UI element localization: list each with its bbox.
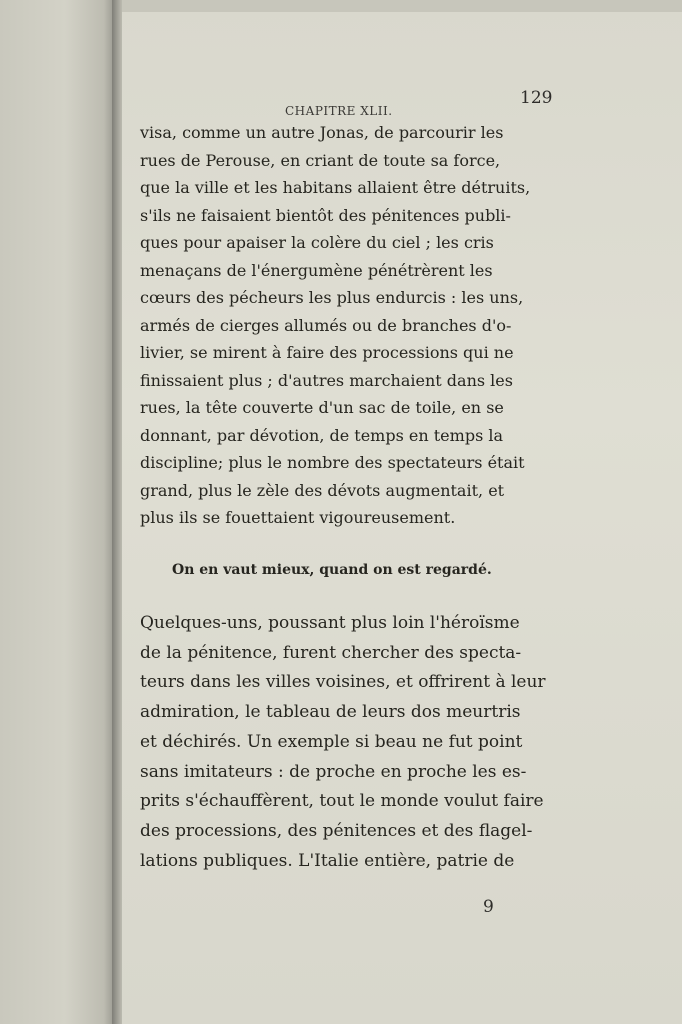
text-line: s'ils ne faisaient bientôt des pénitences publi- bbox=[140, 205, 511, 225]
text-line: sans imitateurs : de proche en proche les es- bbox=[140, 761, 527, 782]
paragraph-1 bbox=[140, 119, 568, 532]
text-line: admiration, le tableau de leurs dos meurtris bbox=[140, 702, 521, 723]
text-line: menaçans de l'énergumène pénétrèrent les bbox=[140, 260, 493, 280]
text-line: livier, se mirent à faire des processions qui ne bbox=[140, 343, 514, 362]
text-line: que la ville et les habitans allaient être détruits, bbox=[140, 178, 531, 197]
text-line: lations publiques. L'Italie entière, patrie de bbox=[140, 850, 515, 871]
text-line: grand, plus le zèle des dévots augmentait, et bbox=[140, 480, 505, 500]
text-line: cœurs des pécheurs les plus endurcis : les uns, bbox=[140, 288, 524, 307]
text-line: teurs dans les villes voisines, et offrirent à leur bbox=[140, 672, 546, 693]
text-line: des processions, des pénitences et des flagel- bbox=[140, 820, 533, 841]
page-number: 129 bbox=[520, 88, 553, 108]
text-line: ques pour apaiser la colère du ciel ; les cris bbox=[140, 233, 494, 252]
text-line: et déchirés. Un exemple si beau ne fut point bbox=[140, 731, 523, 752]
text-line: de la pénitence, furent chercher des specta- bbox=[140, 642, 522, 663]
text-line: visa, comme un autre Jonas, de parcourir les bbox=[140, 123, 504, 142]
section-subheading: On en vaut mieux, quand on est regardé. bbox=[172, 562, 492, 578]
text-line: rues de Perouse, en criant de toute sa force, bbox=[140, 150, 501, 170]
text-line: discipline; plus le nombre des spectateurs était bbox=[140, 453, 525, 472]
text-line: plus ils se fouettaient vigoureusement. bbox=[140, 508, 456, 527]
text-line: armés de cierges allumés ou de branches d'o- bbox=[140, 315, 512, 335]
left-page bbox=[0, 0, 118, 1024]
text-line: donnant, par dévotion, de temps en temps la bbox=[140, 425, 504, 445]
paragraph-2 bbox=[140, 609, 568, 876]
page-top-edge bbox=[122, 0, 682, 12]
text-line: prits s'échauffèrent, tout le monde voulut faire bbox=[140, 791, 544, 812]
running-head: CHAPITRE XLII. bbox=[285, 104, 393, 118]
text-line: finissaient plus ; d'autres marchaient dans les bbox=[140, 370, 513, 390]
signature-mark: 9 bbox=[483, 897, 494, 917]
text-line: rues, la tête couverte d'un sac de toile, en se bbox=[140, 398, 504, 417]
text-line: Quelques-uns, poussant plus loin l'héroïsme bbox=[140, 613, 520, 633]
